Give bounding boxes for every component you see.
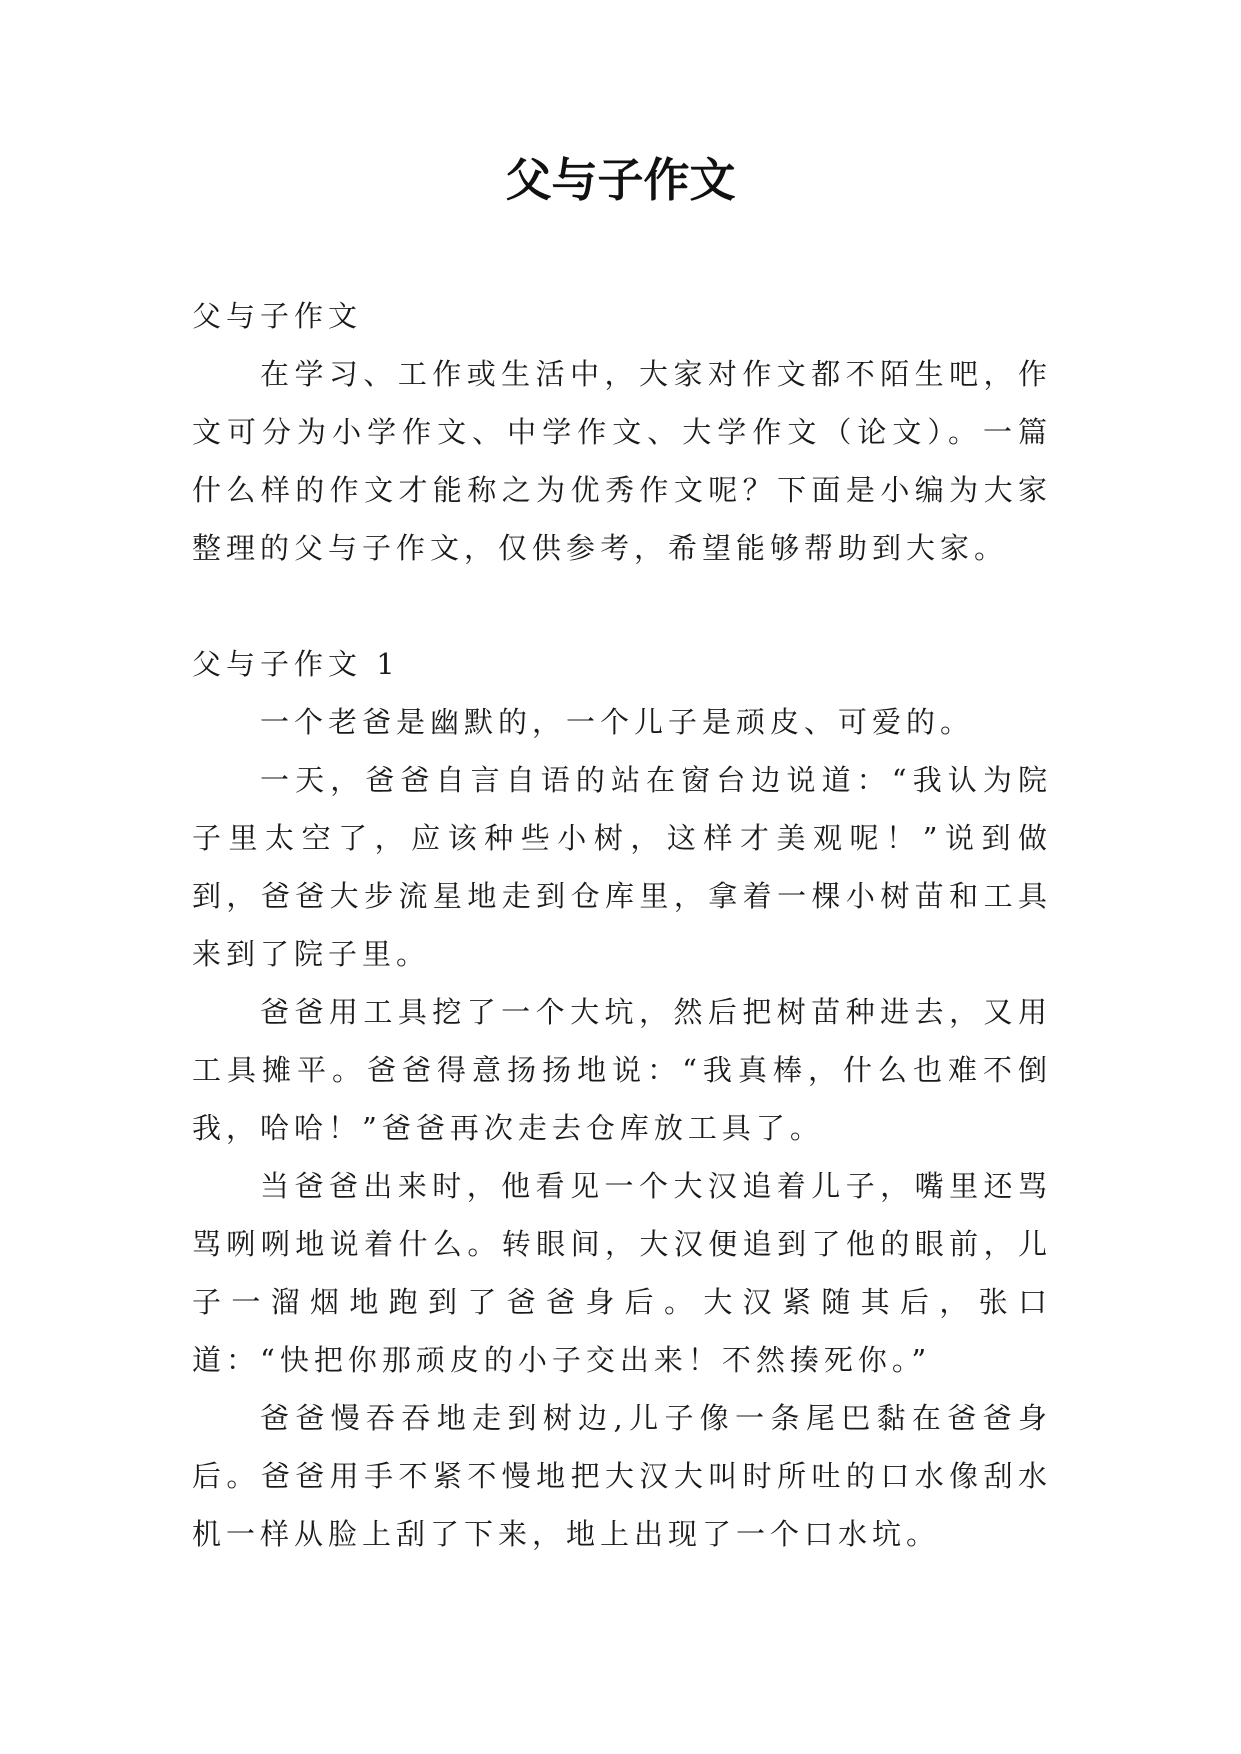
section1-heading: 父与子作文 1 xyxy=(192,647,400,681)
section1-paragraph-1: 一个老爸是幽默的，一个儿子是顽皮、可爱的。 xyxy=(260,705,975,739)
section1-paragraph-4: 当爸爸出来时，他看见一个大汉追着儿子，嘴里还骂骂咧咧地说着什么。转眼间，大汉便追到了他的眼前，儿子一溜烟地跑到了爸爸身后。大汉紧随其后，张口道：“快把你那顽皮的小子交出来！不然揍死你。” xyxy=(192,1169,1052,1377)
document-body xyxy=(192,287,1052,1563)
section1-paragraph-3: 爸爸用工具挖了一个大坑，然后把树苗种进去，又用工具摊平。爸爸得意扬扬地说：“我真棒，什么也难不倒我，哈哈！”爸爸再次走去仓库放工具了。 xyxy=(192,995,1052,1145)
section1-paragraph-2: 一天，爸爸自言自语的站在窗台边说道：“我认为院子里太空了，应该种些小树，这样才美观呢！”说到做到，爸爸大步流星地走到仓库里，拿着一棵小树苗和工具来到了院子里。 xyxy=(192,763,1052,971)
intro-heading: 父与子作文 xyxy=(192,299,363,333)
section-spacer xyxy=(192,577,1052,635)
document-title: 父与子作文 xyxy=(505,153,736,207)
intro-paragraph: 在学习、工作或生活中，大家对作文都不陌生吧，作文可分为小学作文、中学作文、大学作文（论文）。一篇什么样的作文才能称之为优秀作文呢？下面是小编为大家整理的父与子作文，仅供参考，希望能够帮助到大家。 xyxy=(192,357,1052,565)
section1-paragraph-5: 爸爸慢吞吞地走到树边,儿子像一条尾巴黏在爸爸身后。爸爸用手不紧不慢地把大汉大叫时所吐的口水像刮水机一样从脸上刮了下来，地上出现了一个口水坑。 xyxy=(192,1401,1052,1551)
